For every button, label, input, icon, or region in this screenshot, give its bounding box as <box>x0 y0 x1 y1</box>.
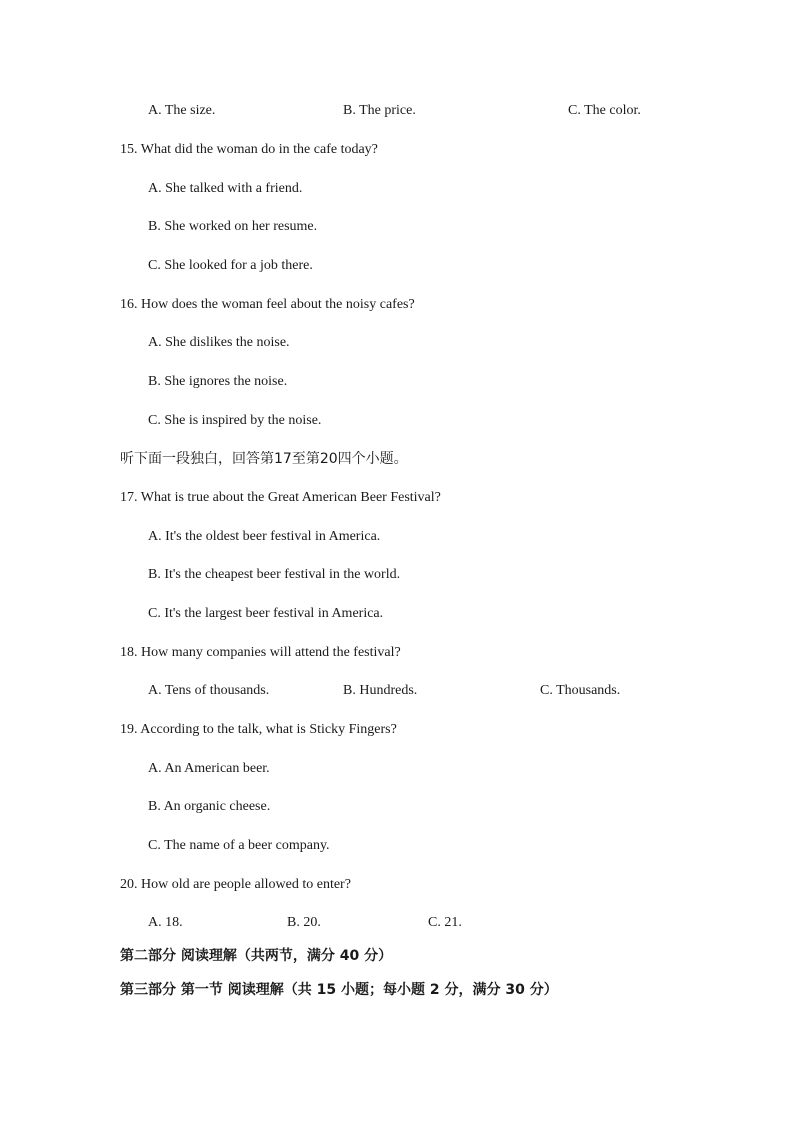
q20-option-c: C. 21. <box>428 915 462 930</box>
q15-stem: 15. What did the woman do in the cafe today? <box>120 142 378 157</box>
q15-option-b: B. She worked on her resume. <box>148 219 318 234</box>
q14-option-a: A. The size. <box>148 103 216 118</box>
q16-option-a: A. She dislikes the noise. <box>148 335 290 350</box>
q20-stem: 20. How old are people allowed to enter? <box>120 877 351 892</box>
q19-option-c: C. The name of a beer company. <box>148 838 330 853</box>
q15-option-a: A. She talked with a friend. <box>148 181 303 196</box>
q19-option-b: B. An organic cheese. <box>148 799 271 814</box>
q17-stem: 17. What is true about the Great American Beer Festival? <box>120 490 441 505</box>
part3-heading: 第三部分 第一节 阅读理解（共 15 小题；每小题 2 分，满分 30 分） <box>120 982 558 998</box>
q20-option-a: A. 18. <box>148 915 183 930</box>
q18-option-a: A. Tens of thousands. <box>148 683 270 698</box>
q17-option-c: C. It's the largest beer festival in America. <box>148 606 384 621</box>
q16-stem: 16. How does the woman feel about the noisy cafes? <box>120 297 415 312</box>
q18-option-b: B. Hundreds. <box>343 683 418 698</box>
monologue-instruction: 听下面一段独白，回答第17至第20四个小题。 <box>120 451 408 467</box>
q19-stem: 19. According to the talk, what is Sticky Fingers? <box>120 722 397 737</box>
q19-option-a: A. An American beer. <box>148 761 270 776</box>
q18-option-c: C. Thousands. <box>540 683 621 698</box>
q14-option-c: C. The color. <box>568 103 641 118</box>
q16-option-b: B. She ignores the noise. <box>148 374 288 389</box>
q18-stem: 18. How many companies will attend the festival? <box>120 645 401 660</box>
q17-option-b: B. It's the cheapest beer festival in the world. <box>148 567 401 582</box>
part2-heading: 第二部分 阅读理解（共两节，满分 40 分） <box>120 948 393 964</box>
q15-option-c: C. She looked for a job there. <box>148 258 313 273</box>
q16-option-c: C. She is inspired by the noise. <box>148 413 322 428</box>
q17-option-a: A. It's the oldest beer festival in America. <box>148 529 381 544</box>
q20-option-b: B. 20. <box>287 915 321 930</box>
q14-option-b: B. The price. <box>343 103 416 118</box>
